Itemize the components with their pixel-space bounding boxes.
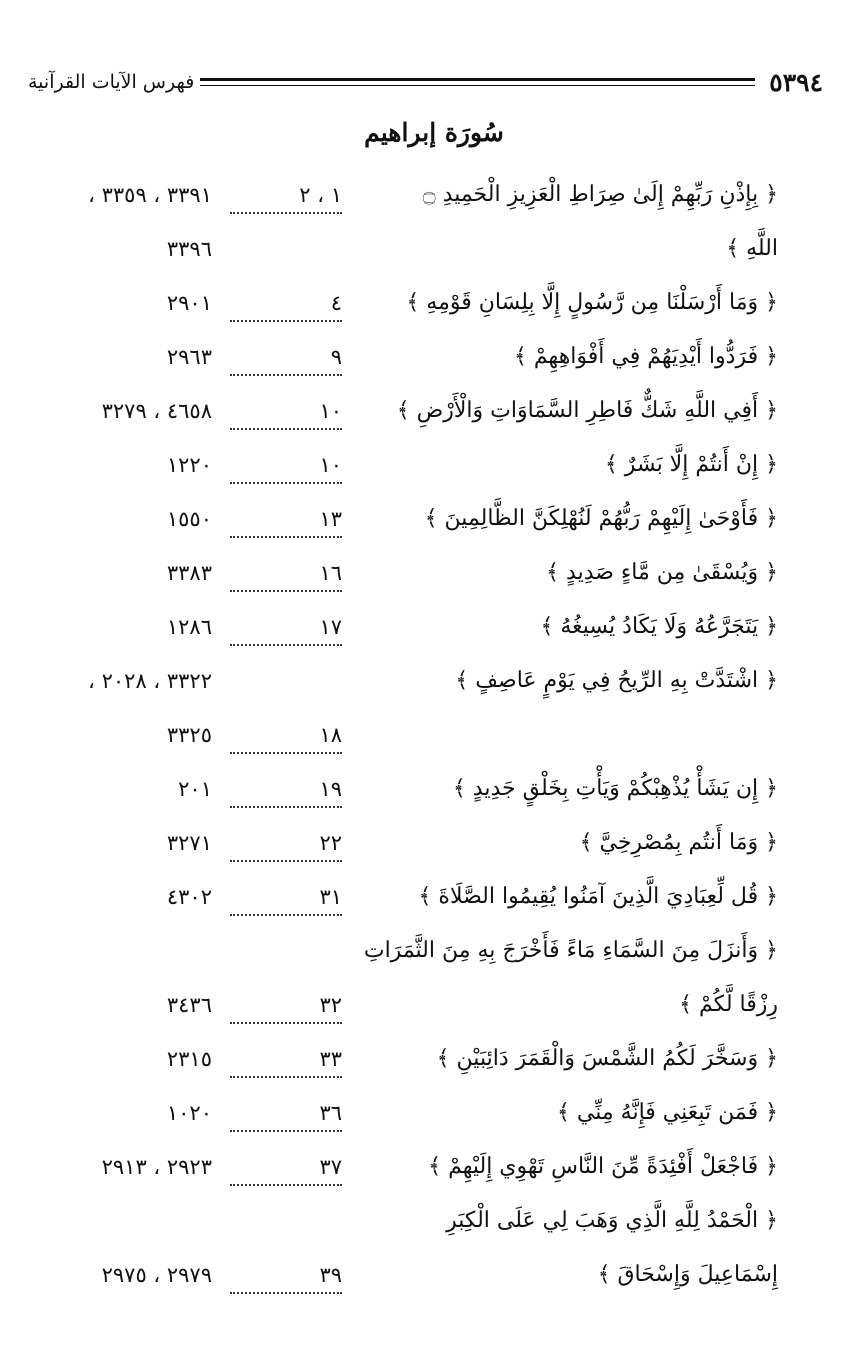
verse-text	[358, 546, 778, 600]
ayah-number	[230, 546, 342, 600]
leader-dots	[230, 860, 342, 862]
reference-line: ٣٤٣٦	[166, 993, 212, 1017]
verse-text	[358, 1140, 778, 1194]
ayah-number	[230, 1032, 342, 1086]
reference-line: ٣٣٩١ ، ٣٣٥٩ ،	[88, 183, 212, 207]
verse-line: ﴿ اشْتَدَّتْ بِهِ الرِّيحُ فِي يَوْمٍ عَاصِفٍ ﴾	[455, 668, 778, 693]
verse-text	[358, 762, 778, 816]
ayah-number	[230, 762, 342, 816]
leader-dots	[230, 482, 342, 484]
page-number: ٥٣٩٤	[769, 67, 823, 97]
ayah-number-text: ٣٩	[315, 1263, 342, 1287]
ayah-number	[230, 600, 342, 654]
hadith-references	[40, 438, 212, 492]
verse-text	[358, 438, 778, 492]
hadith-references	[40, 924, 212, 1032]
leader-dots	[230, 320, 342, 322]
verse-line: ﴿ فَمَن تَبِعَنِي فَإِنَّهُ مِنِّي ﴾	[557, 1100, 778, 1125]
verse-line: ﴿ وَيُسْقَىٰ مِن مَّاءٍ صَدِيدٍ ﴾	[546, 560, 778, 585]
ayah-number-text: ٣٧	[315, 1155, 342, 1179]
verse-line: ﴿ بِإِذْنِ رَبِّهِمْ إِلَىٰ صِرَاطِ الْعَزِيزِ الْحَمِيدِ ۝	[422, 182, 778, 207]
index-entry	[0, 546, 868, 600]
ayah-number-text: ٣١	[315, 885, 342, 909]
index-entry	[0, 492, 868, 546]
leader-dots	[230, 1022, 342, 1024]
index-entry	[0, 1086, 868, 1140]
ayah-number	[230, 492, 342, 546]
surah-title: سُورَة إبراهيم	[364, 118, 504, 147]
ayah-number-text: ٣٣	[315, 1047, 342, 1071]
verse-line: ﴿ إِن يَشَأْ يُذْهِبْكُمْ وَيَأْتِ بِخَلْقٍ جَدِيدٍ ﴾	[452, 776, 778, 801]
verse-line: ﴿ وَمَا أَنتُم بِمُصْرِخِيَّ ﴾	[579, 830, 778, 855]
reference-line: ٣٣٢٥	[166, 723, 212, 747]
hadith-references	[40, 330, 212, 384]
index-entry	[0, 600, 868, 654]
reference-line: ٣٢٧١	[166, 831, 212, 855]
ayah-number	[230, 438, 342, 492]
verse-line: ﴿ فَاجْعَلْ أَفْئِدَةً مِّنَ النَّاسِ تَهْوِي إِلَيْهِمْ ﴾	[428, 1154, 778, 1179]
ayah-number-text: ١٦	[315, 561, 342, 585]
index-entry	[0, 384, 868, 438]
index-entry	[0, 438, 868, 492]
hadith-references	[40, 870, 212, 924]
reference-line: ٢٩٠١	[166, 291, 212, 315]
verse-text	[358, 1086, 778, 1140]
verse-text	[358, 168, 778, 276]
ayah-number-text: ١٨	[315, 723, 342, 747]
hadith-references	[40, 546, 212, 600]
index-entry	[0, 1032, 868, 1086]
leader-dots	[230, 428, 342, 430]
index-entry	[0, 870, 868, 924]
hadith-references	[40, 1140, 212, 1194]
ayah-number	[230, 330, 342, 384]
leader-dots	[230, 644, 342, 646]
hadith-references	[40, 492, 212, 546]
hadith-references	[40, 816, 212, 870]
verse-text	[358, 384, 778, 438]
ayah-number-text: ٩	[327, 345, 342, 369]
index-entry	[0, 762, 868, 816]
ayah-number-text: ٤	[327, 291, 342, 315]
verse-line: ﴿ وَسَخَّرَ لَكُمُ الشَّمْسَ وَالْقَمَرَ دَائِبَيْنِ ﴾	[436, 1046, 778, 1071]
ayah-number-text: ١٠	[315, 399, 342, 423]
verse-line: ﴿ يَتَجَرَّعُهُ وَلَا يَكَادُ يُسِيغُهُ ﴾	[540, 614, 778, 639]
reference-line: ١٠٢٠	[166, 1101, 212, 1125]
leader-dots	[230, 1292, 342, 1294]
verse-text	[358, 330, 778, 384]
leader-dots	[230, 752, 342, 754]
reference-line	[40, 924, 212, 978]
index-entry	[0, 816, 868, 870]
index-entry	[0, 1194, 868, 1302]
reference-line: ٢٠١	[178, 777, 212, 801]
verse-line: ﴿ وَأَنزَلَ مِنَ السَّمَاءِ مَاءً فَأَخْرَجَ بِهِ مِنَ الثَّمَرَاتِ	[363, 938, 778, 963]
ayah-number	[230, 384, 342, 438]
verse-line: ﴿ الْحَمْدُ لِلَّهِ الَّذِي وَهَبَ لِي عَلَى الْكِبَرِ	[446, 1208, 778, 1233]
reference-line: ٢٩٦٣	[166, 345, 212, 369]
header-rule	[200, 78, 755, 86]
index-entry	[0, 330, 868, 384]
ayah-number	[230, 1140, 342, 1194]
verse-text	[358, 600, 778, 654]
ayah-number	[230, 816, 342, 870]
reference-line: ٢٣١٥	[166, 1047, 212, 1071]
verse-line: ﴿ أَفِي اللَّهِ شَكٌّ فَاطِرِ السَّمَاوَاتِ وَالْأَرْضِ ﴾	[396, 398, 778, 423]
verse-line: اللَّهِ ﴾	[726, 236, 778, 261]
hadith-references	[40, 1032, 212, 1086]
reference-line: ٤٦٥٨ ، ٣٢٧٩	[101, 399, 212, 423]
verse-text	[358, 492, 778, 546]
hadith-references	[40, 168, 212, 276]
leader-dots	[230, 590, 342, 592]
hadith-references	[40, 1086, 212, 1140]
verse-line: ﴿ وَمَا أَرْسَلْنَا مِن رَّسُولٍ إِلَّا بِلِسَانِ قَوْمِهِ ﴾	[406, 290, 778, 315]
reference-line: ١٢٢٠	[166, 453, 212, 477]
ayah-number-text: ٣٦	[315, 1101, 342, 1125]
ayah-number	[230, 168, 342, 222]
verse-line: إِسْمَاعِيلَ وَإِسْحَاقَ ﴾	[597, 1262, 778, 1287]
hadith-references	[40, 384, 212, 438]
leader-dots	[230, 536, 342, 538]
ayah-number-text: ١٠	[315, 453, 342, 477]
ayah-number-text: ١٣	[315, 507, 342, 531]
reference-line: ٢٩٢٣ ، ٢٩١٣	[101, 1155, 212, 1179]
index-entry	[0, 276, 868, 330]
reference-line: ٤٣٠٢	[166, 885, 212, 909]
hadith-references	[40, 276, 212, 330]
leader-dots	[230, 1130, 342, 1132]
verse-text	[358, 924, 778, 1032]
ayah-number-text: ٣٢	[315, 993, 342, 1017]
hadith-references	[40, 1194, 212, 1302]
ayah-number-text: ٢٢	[315, 831, 342, 855]
running-title: فهرس الآيات القرآنية	[28, 71, 195, 93]
ayah-number	[230, 1086, 342, 1140]
verse-text	[358, 1032, 778, 1086]
reference-line: ١٢٨٦	[166, 615, 212, 639]
reference-line: ١٥٥٠	[166, 507, 212, 531]
reference-line: ٣٣٩٦	[166, 237, 212, 261]
leader-dots	[230, 212, 342, 214]
ayah-number-text: ١٧	[315, 615, 342, 639]
hadith-references	[40, 654, 212, 762]
verse-text	[358, 816, 778, 870]
hadith-references	[40, 600, 212, 654]
page-header	[28, 64, 823, 100]
index-entry	[0, 1140, 868, 1194]
leader-dots	[230, 806, 342, 808]
leader-dots	[230, 1184, 342, 1186]
verse-index-list	[0, 168, 868, 1302]
verse-line: ﴿ فَرَدُّوا أَيْدِيَهُمْ فِي أَفْوَاهِهِمْ ﴾	[514, 344, 778, 369]
leader-dots	[230, 1076, 342, 1078]
ayah-number	[230, 276, 342, 330]
index-entry	[0, 168, 868, 276]
verse-line: ﴿ فَأَوْحَىٰ إِلَيْهِمْ رَبُّهُمْ لَنُهْلِكَنَّ الظَّالِمِينَ ﴾	[424, 506, 778, 531]
verse-text	[358, 654, 778, 708]
ayah-number	[230, 870, 342, 924]
reference-line: ٣٣٢٢ ، ٢٠٢٨ ،	[88, 669, 212, 693]
reference-line: ٢٩٧٩ ، ٢٩٧٥	[101, 1263, 212, 1287]
leader-dots	[230, 374, 342, 376]
ayah-number	[230, 1248, 342, 1302]
ayah-number-text: ١ ، ٢	[295, 183, 342, 207]
index-entry	[0, 924, 868, 1032]
verse-text	[358, 870, 778, 924]
reference-line	[40, 1194, 212, 1248]
verse-line: رِزْقًا لَّكُمْ ﴾	[679, 992, 778, 1017]
leader-dots	[230, 914, 342, 916]
reference-line: ٣٣٨٣	[166, 561, 212, 585]
ayah-number	[230, 708, 342, 762]
verse-text	[358, 1194, 778, 1302]
verse-text	[358, 276, 778, 330]
ayah-number	[230, 978, 342, 1032]
index-entry	[0, 654, 868, 762]
hadith-references	[40, 762, 212, 816]
verse-line: ﴿ قُل لِّعِبَادِيَ الَّذِينَ آمَنُوا يُقِيمُوا الصَّلَاةَ ﴾	[418, 884, 778, 909]
verse-line: ﴿ إِنْ أَنتُمْ إِلَّا بَشَرٌ ﴾	[604, 452, 778, 477]
ayah-number-text: ١٩	[315, 777, 342, 801]
